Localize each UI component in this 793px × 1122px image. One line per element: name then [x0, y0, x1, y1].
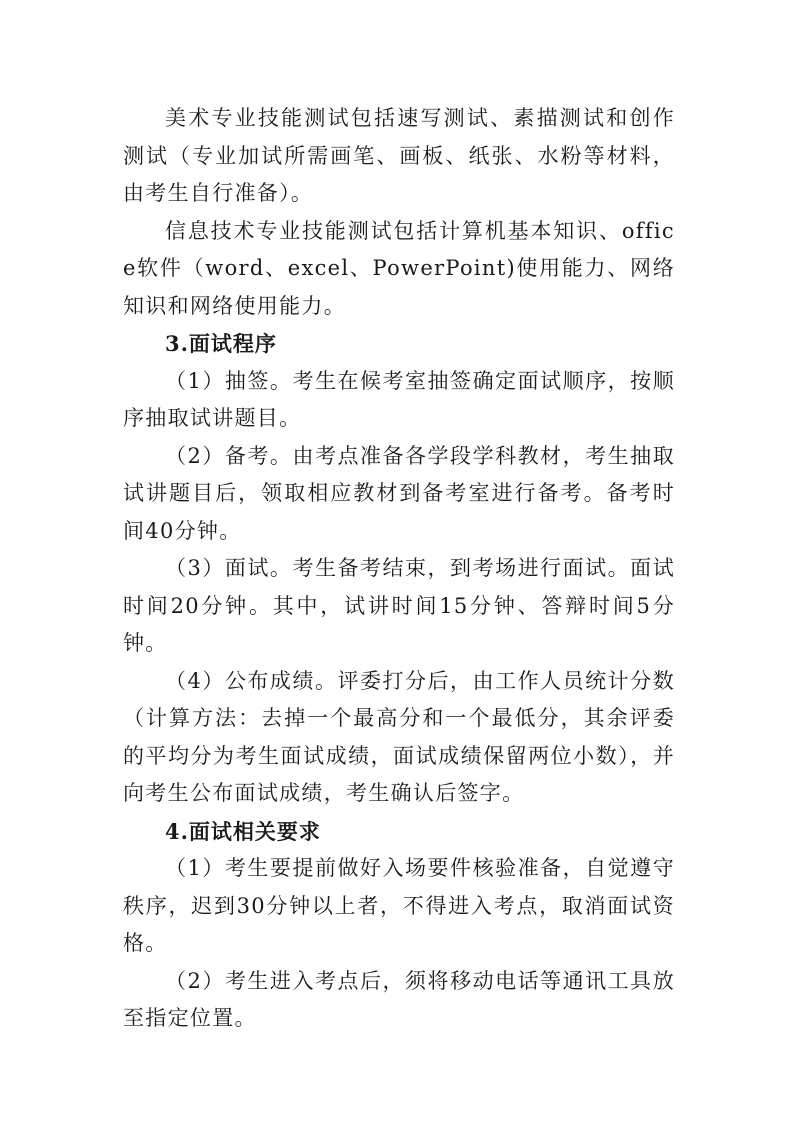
paragraph-step-preparation: （2）备考。由考点准备各学段学科教材，考生抽取试讲题目后，领取相应教材到备考室进行备考。备考时间40分钟。 [123, 443, 675, 543]
paragraph-requirement-entry: （1）考生要提前做好入场要件核验准备，自觉遵守秩序，迟到30分钟以上者，不得进入考点，取消面试资格。 [123, 856, 675, 955]
section-heading-interview-requirements: 4.面试相关要求 [165, 818, 321, 844]
paragraph-art-test: 美术专业技能测试包括速写测试、素描测试和创作测试（专业加试所需画笔、画板、纸张、水粉等材料，由考生自行准备）。 [123, 106, 675, 205]
paragraph-step-lottery: （1）抽签。考生在候考室抽签确定面试顺序，按顺序抽取试讲题目。 [123, 368, 675, 430]
section-heading-interview-procedure: 3.面试程序 [165, 331, 277, 356]
paragraph-step-interview: （3）面试。考生备考结束，到考场进行面试。面试时间20分钟。其中，试讲时间15分钟、答辩时间5分钟。 [123, 556, 675, 655]
paragraph-it-test: 信息技术专业技能测试包括计算机基本知识、office软件（word、excel、PowerPoint)使用能力、网络知识和网络使用能力。 [123, 218, 675, 318]
paragraph-step-results: （4）公布成绩。评委打分后，由工作人员统计分数（计算方法：去掉一个最高分和一个最低分，其余评委的平均分为考生面试成绩，面试成绩保留两位小数），并向考生公布面试成绩，考生确认后签字。 [123, 668, 675, 805]
paragraph-requirement-phones: （2）考生进入考点后，须将移动电话等通讯工具放至指定位置。 [123, 968, 675, 1030]
document-page [123, 100, 675, 1038]
